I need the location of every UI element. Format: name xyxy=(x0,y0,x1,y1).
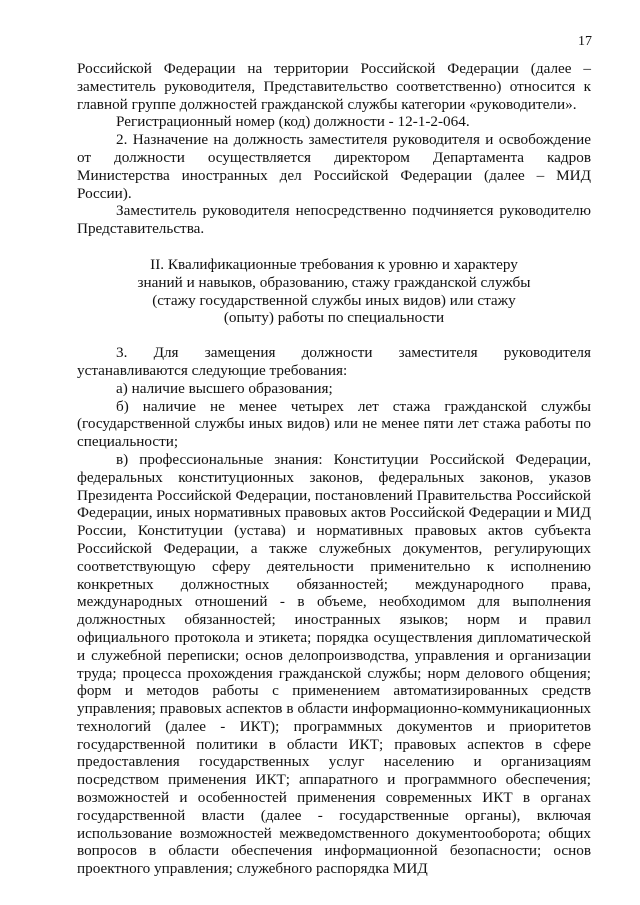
paragraph-registration-number: Регистрационный номер (код) должности - 12-1-2-064. xyxy=(116,113,470,131)
document-body xyxy=(77,60,591,878)
heading-line: (опыту) работы по специальности xyxy=(223,309,445,327)
section-heading xyxy=(129,256,539,327)
paragraph-requirements-intro: 3. Для замещения должности заместителя руководителя устанавливаются следующие требования: xyxy=(77,344,591,379)
list-item-education: а) наличие высшего образования; xyxy=(116,379,333,397)
list-item-experience: б) наличие не менее четырех лет стажа гражданской службы (государственной службы иных видов) или не менее пяти лет стажа работы по специальности; xyxy=(77,397,591,451)
paragraph-appointment: 2. Назначение на должность заместителя руководителя и освобождение от должности осуществляется директором Департамента кадров Министерства иностранных дел Российской Федерации (далее – МИД России). xyxy=(77,131,591,202)
list-item-professional-knowledge: в) профессиональные знания: Конституции Российской Федерации, федеральных конституционных законов, федеральных законов, указов Президента Российской Федерации, постановлений Правительства Российской Федерации, иных нормативных правовых актов Российской Федерации и МИД России, Конституции (устава) и нормативных правовых актов субъекта Российской Федерации, а также служебных документов, регулирующих соответствующую сферу деятельности применительно к исполнению конкретных должностных обязанностей; международного права, международных отношений - в объеме, необходимом для выполнения должностных обязанностей; иностранных языков; норм и правил официального протокола и этикета; порядка осуществления дипломатической и служебной переписки; основ делопроизводства, управления и организации труда; процесса прохождения гражданской службы; норм делового общения; форм и методов работы с применением автоматизированных средств управления; правовых аспектов в области информационно-коммуникационных технологий (далее - ИКТ); программных документов и приоритетов государственной политики в области ИКТ; правовых аспектов в сфере предоставления государственных услуг населению и организациям посредством применения ИКТ; аппаратного и программного обеспечения; возможностей и особенностей применения современных ИКТ в органах государственной власти (далее - государственные органы), включая использование возможностей межведомственного документооборота; общих вопросов в области обеспечения информационной безопасности; основ проектного управления; служебного распорядка МИД xyxy=(77,450,591,878)
heading-line: (стажу государственной службы иных видов) или стажу xyxy=(152,291,516,309)
heading-line: знаний и навыков, образованию, стажу гражданской службы xyxy=(137,273,531,291)
paragraph-continuation: Российской Федерации на территории Российской Федерации (далее – заместитель руководителя, Представительство соответственно) относится к главной группе должностей гражданской службы категории «руководители». xyxy=(77,60,591,113)
heading-line: II. Квалификационные требования к уровню и характеру xyxy=(150,255,518,273)
page-number: 17 xyxy=(578,34,592,49)
paragraph-subordination: Заместитель руководителя непосредственно подчиняется руководителю Представительства. xyxy=(77,202,591,238)
